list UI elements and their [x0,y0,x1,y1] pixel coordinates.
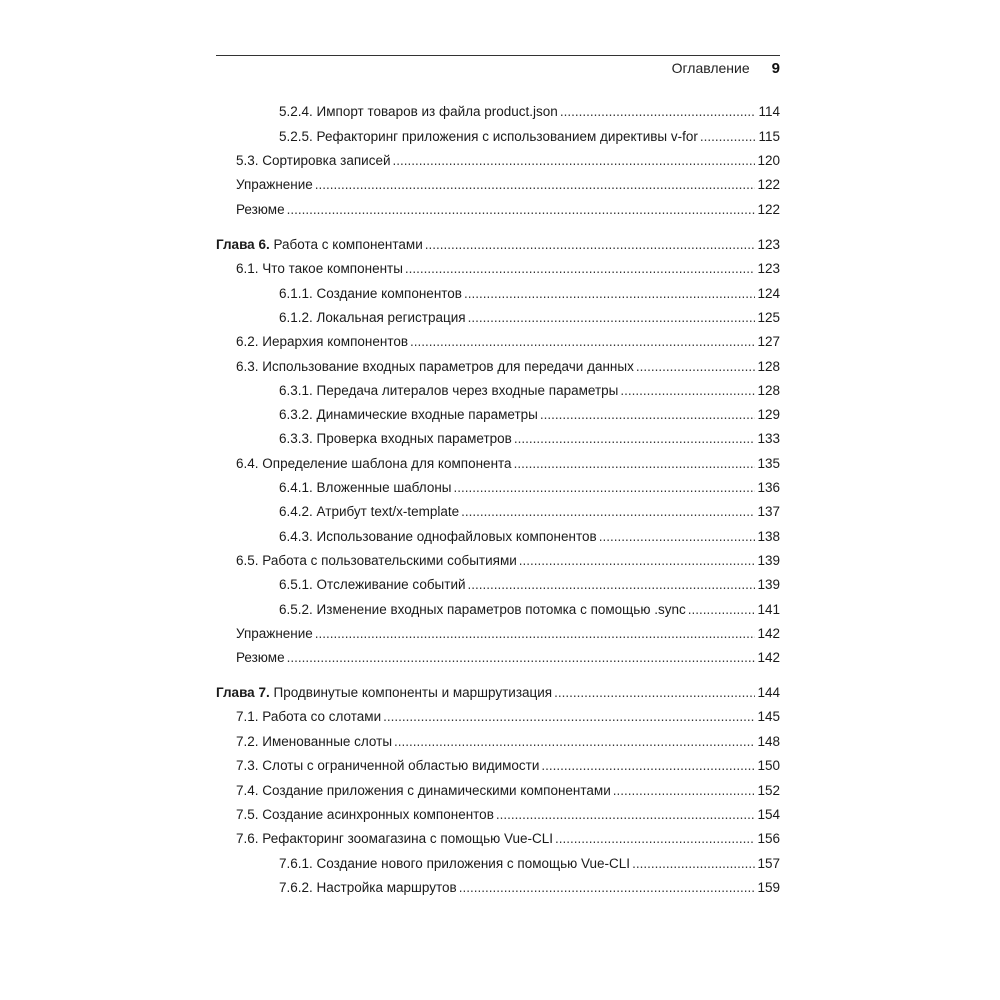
toc-entry-title: Локальная регистрация [316,310,466,325]
toc-entry-text [236,756,539,776]
dot-leader [405,259,756,279]
toc-entry-text [236,332,408,352]
toc-entry [236,805,780,825]
page-number: 9 [771,60,780,77]
toc-entry [279,308,780,328]
dot-leader [393,151,756,171]
dot-leader [287,200,756,220]
toc-section-number: 6.4.1. [279,480,313,495]
toc-entry [236,707,780,727]
toc-entry-text [279,600,686,620]
toc-entry-title: Рефакторинг зоомагазина с помощью Vue-CLI [262,831,554,846]
toc-entry [236,200,780,220]
dot-leader [514,454,756,474]
toc-entry-title: Определение шаблона для компонента [262,456,512,471]
toc-entry [236,175,780,195]
toc-section-number: 7.6.2. [279,880,313,895]
toc-entry-title: Продвинутые компоненты и маршрутизация [273,685,553,700]
toc-page-number: 125 [757,310,780,325]
toc-entry-title: Проверка входных параметров [316,431,512,446]
toc-section-number: 5.3. [236,153,259,168]
toc-page-number: 142 [757,650,780,665]
dot-leader [632,854,755,874]
dot-leader [287,648,756,668]
toc-page-number: 122 [757,177,780,192]
toc-entry [279,878,780,898]
toc-entry-title: Создание асинхронных компонентов [262,807,494,822]
toc-page-number: 120 [757,153,780,168]
dot-leader [496,805,756,825]
toc-entry-title: Работа с компонентами [273,237,423,252]
toc-entry [236,151,780,171]
toc-entry-title: Сортировка записей [262,153,391,168]
toc-section-number: 7.6. [236,831,259,846]
toc-section-number: 7.3. [236,758,259,773]
toc-page-number: 156 [757,831,780,846]
dot-leader [461,502,755,522]
dot-leader [519,551,756,571]
toc-entry-text [236,707,381,727]
toc-page-number: 133 [757,431,780,446]
toc-page-number: 128 [757,383,780,398]
toc-page-number: 128 [757,359,780,374]
toc-entry-title: Атрибут text/x-template [316,504,460,519]
toc-section-number: 6.4. [236,456,259,471]
toc-entry-title: Рефакторинг приложения с использованием директивы v-for [316,129,698,144]
toc-section-number: 6.3.1. [279,383,313,398]
toc-chapter-number: Глава 7. [216,685,270,700]
toc-entry [279,527,780,547]
toc-section-number: 6.4.2. [279,504,313,519]
toc-section-number: 6.3.3. [279,431,313,446]
toc-entry-text [236,648,285,668]
toc-entry-text [279,405,538,425]
toc-chapter-entry [216,235,780,255]
toc-entry [236,357,780,377]
toc-page-number: 123 [757,261,780,276]
toc-entry-title: Резюме [236,202,285,217]
toc-section-number: 6.2. [236,334,259,349]
toc-page-number: 159 [757,880,780,895]
toc-entry-title: Резюме [236,650,285,665]
running-header-title: Оглавление [671,60,750,76]
header-rule [216,55,780,56]
toc-page-number: 135 [757,456,780,471]
toc-entry [236,829,780,849]
toc-page-number: 142 [757,626,780,641]
toc-entry-text [279,284,462,304]
dot-leader [540,405,756,425]
toc-entry [279,127,780,147]
toc-entry-title: Создание приложения с динамическими компонентами [262,783,611,798]
toc-entry [236,732,780,752]
toc-page-number: 127 [757,334,780,349]
toc-entry-title: Вложенные шаблоны [316,480,452,495]
toc-page-number: 141 [757,602,780,617]
dot-leader [688,600,756,620]
toc-entry [279,854,780,874]
toc-entry [236,454,780,474]
toc-entry-text [236,259,403,279]
toc-entry-title: Работа со слотами [262,709,382,724]
toc-section-number: 6.5. [236,553,259,568]
toc-entry-text [279,381,618,401]
dot-leader [514,429,756,449]
toc-section-number: 5.2.4. [279,104,313,119]
toc-page-number: 148 [757,734,780,749]
toc-entry-title: Передача литералов через входные параметры [316,383,619,398]
toc-chapter-number: Глава 6. [216,237,270,252]
toc-entry-title: Настройка маршрутов [316,880,457,895]
toc-entry [279,405,780,425]
toc-entry-title: Именованные слоты [262,734,393,749]
toc-entry [279,102,780,122]
toc-page-number: 124 [757,286,780,301]
toc-entry-title: Создание нового приложения с помощью Vue-CLI [316,856,631,871]
dot-leader [700,127,756,147]
toc-entry [236,756,780,776]
toc-entry [279,478,780,498]
dot-leader [459,878,756,898]
toc-entry-title: Импорт товаров из файла product.json [316,104,558,119]
toc-entry-text [236,732,392,752]
toc-page-number: 122 [757,202,780,217]
toc-page-number: 150 [757,758,780,773]
toc-entry [279,575,780,595]
toc-entry-text [236,151,391,171]
dot-leader [425,235,756,255]
toc-entry-title: Что такое компоненты [262,261,403,276]
toc-page-number: 129 [757,407,780,422]
dot-leader [541,756,755,776]
toc-entry-title: Использование входных параметров для передачи данных [262,359,634,374]
toc-entry [236,781,780,801]
toc-entry-title: Иерархия компонентов [262,334,409,349]
toc-entry-text [279,527,597,547]
toc-entry-text [279,127,698,147]
toc-entry-text [216,235,423,255]
toc-entry [279,502,780,522]
dot-leader [468,575,756,595]
toc-entry-text [279,478,452,498]
toc-entry-text [216,683,552,703]
toc-page-number: 138 [757,529,780,544]
toc-entry-text [236,454,512,474]
toc-page-number: 114 [758,104,780,119]
toc-entry-text [236,805,494,825]
toc-section-number: 7.1. [236,709,259,724]
toc-entry-text [279,502,459,522]
toc-entry-text [236,357,634,377]
dot-leader [394,732,755,752]
toc-section-number: 6.1. [236,261,259,276]
toc-entry-title: Упражнение [236,177,313,192]
toc-entry-text [279,575,466,595]
dot-leader [599,527,756,547]
dot-leader [454,478,756,498]
toc-page-number: 139 [757,553,780,568]
dot-leader [613,781,756,801]
toc-page-number: 137 [757,504,780,519]
toc-entry-text [279,429,512,449]
toc-entry-title: Динамические входные параметры [316,407,538,422]
toc-entry [279,284,780,304]
toc-entry [236,259,780,279]
dot-leader [410,332,755,352]
dot-leader [468,308,756,328]
toc-entry-title: Работа с пользовательскими событиями [262,553,517,568]
toc-section-number: 6.1.1. [279,286,313,301]
dot-leader [315,624,756,644]
toc-page-number: 115 [758,129,780,144]
toc-entry [236,551,780,571]
toc-page-number: 154 [757,807,780,822]
toc-entry-text [279,878,457,898]
toc-entry-text [279,102,558,122]
toc-section-number: 6.3.2. [279,407,313,422]
toc-entry [279,600,780,620]
toc-entry-text [236,624,313,644]
toc-section-number: 6.3. [236,359,259,374]
dot-leader [555,829,755,849]
toc-section-number: 7.5. [236,807,259,822]
dot-leader [554,683,755,703]
toc-entry-title: Использование однофайловых компонентов [316,529,597,544]
dot-leader [636,357,756,377]
dot-leader [620,381,755,401]
toc-entry [236,332,780,352]
toc-entry-text [236,551,517,571]
toc-section-number: 6.5.1. [279,577,313,592]
toc-page-number: 157 [757,856,780,871]
toc-chapter-entry [216,683,780,703]
toc-section-number: 7.4. [236,783,259,798]
toc-page-number: 145 [757,709,780,724]
toc-page-number: 144 [757,685,780,700]
toc-entry-text [236,781,611,801]
toc-page-number: 123 [757,237,780,252]
toc-entry-title: Отслеживание событий [316,577,466,592]
toc-entry [279,381,780,401]
toc-page-number: 136 [757,480,780,495]
toc-entry-title: Слоты с ограниченной областью видимости [262,758,540,773]
toc-entry-title: Изменение входных параметров потомка с помощью .sync [316,602,686,617]
running-header [216,60,780,80]
toc-section-number: 7.2. [236,734,259,749]
toc-page-number: 152 [757,783,780,798]
toc-section-number: 6.4.3. [279,529,313,544]
toc-entry-text [236,200,285,220]
toc-section-number: 6.5.2. [279,602,313,617]
toc-entry-text [279,854,630,874]
dot-leader [383,707,755,727]
toc-section-number: 7.6.1. [279,856,313,871]
dot-leader [464,284,755,304]
toc-entry-title: Создание компонентов [316,286,462,301]
toc-entry-text [236,829,553,849]
toc-section-number: 5.2.5. [279,129,313,144]
toc-entry-text [279,308,466,328]
toc-entry-title: Упражнение [236,626,313,641]
toc-section-number: 6.1.2. [279,310,313,325]
dot-leader [560,102,756,122]
toc-entry-text [236,175,313,195]
toc-entry [236,624,780,644]
toc-entry [279,429,780,449]
toc-entry [236,648,780,668]
toc-page-number: 139 [757,577,780,592]
dot-leader [315,175,756,195]
